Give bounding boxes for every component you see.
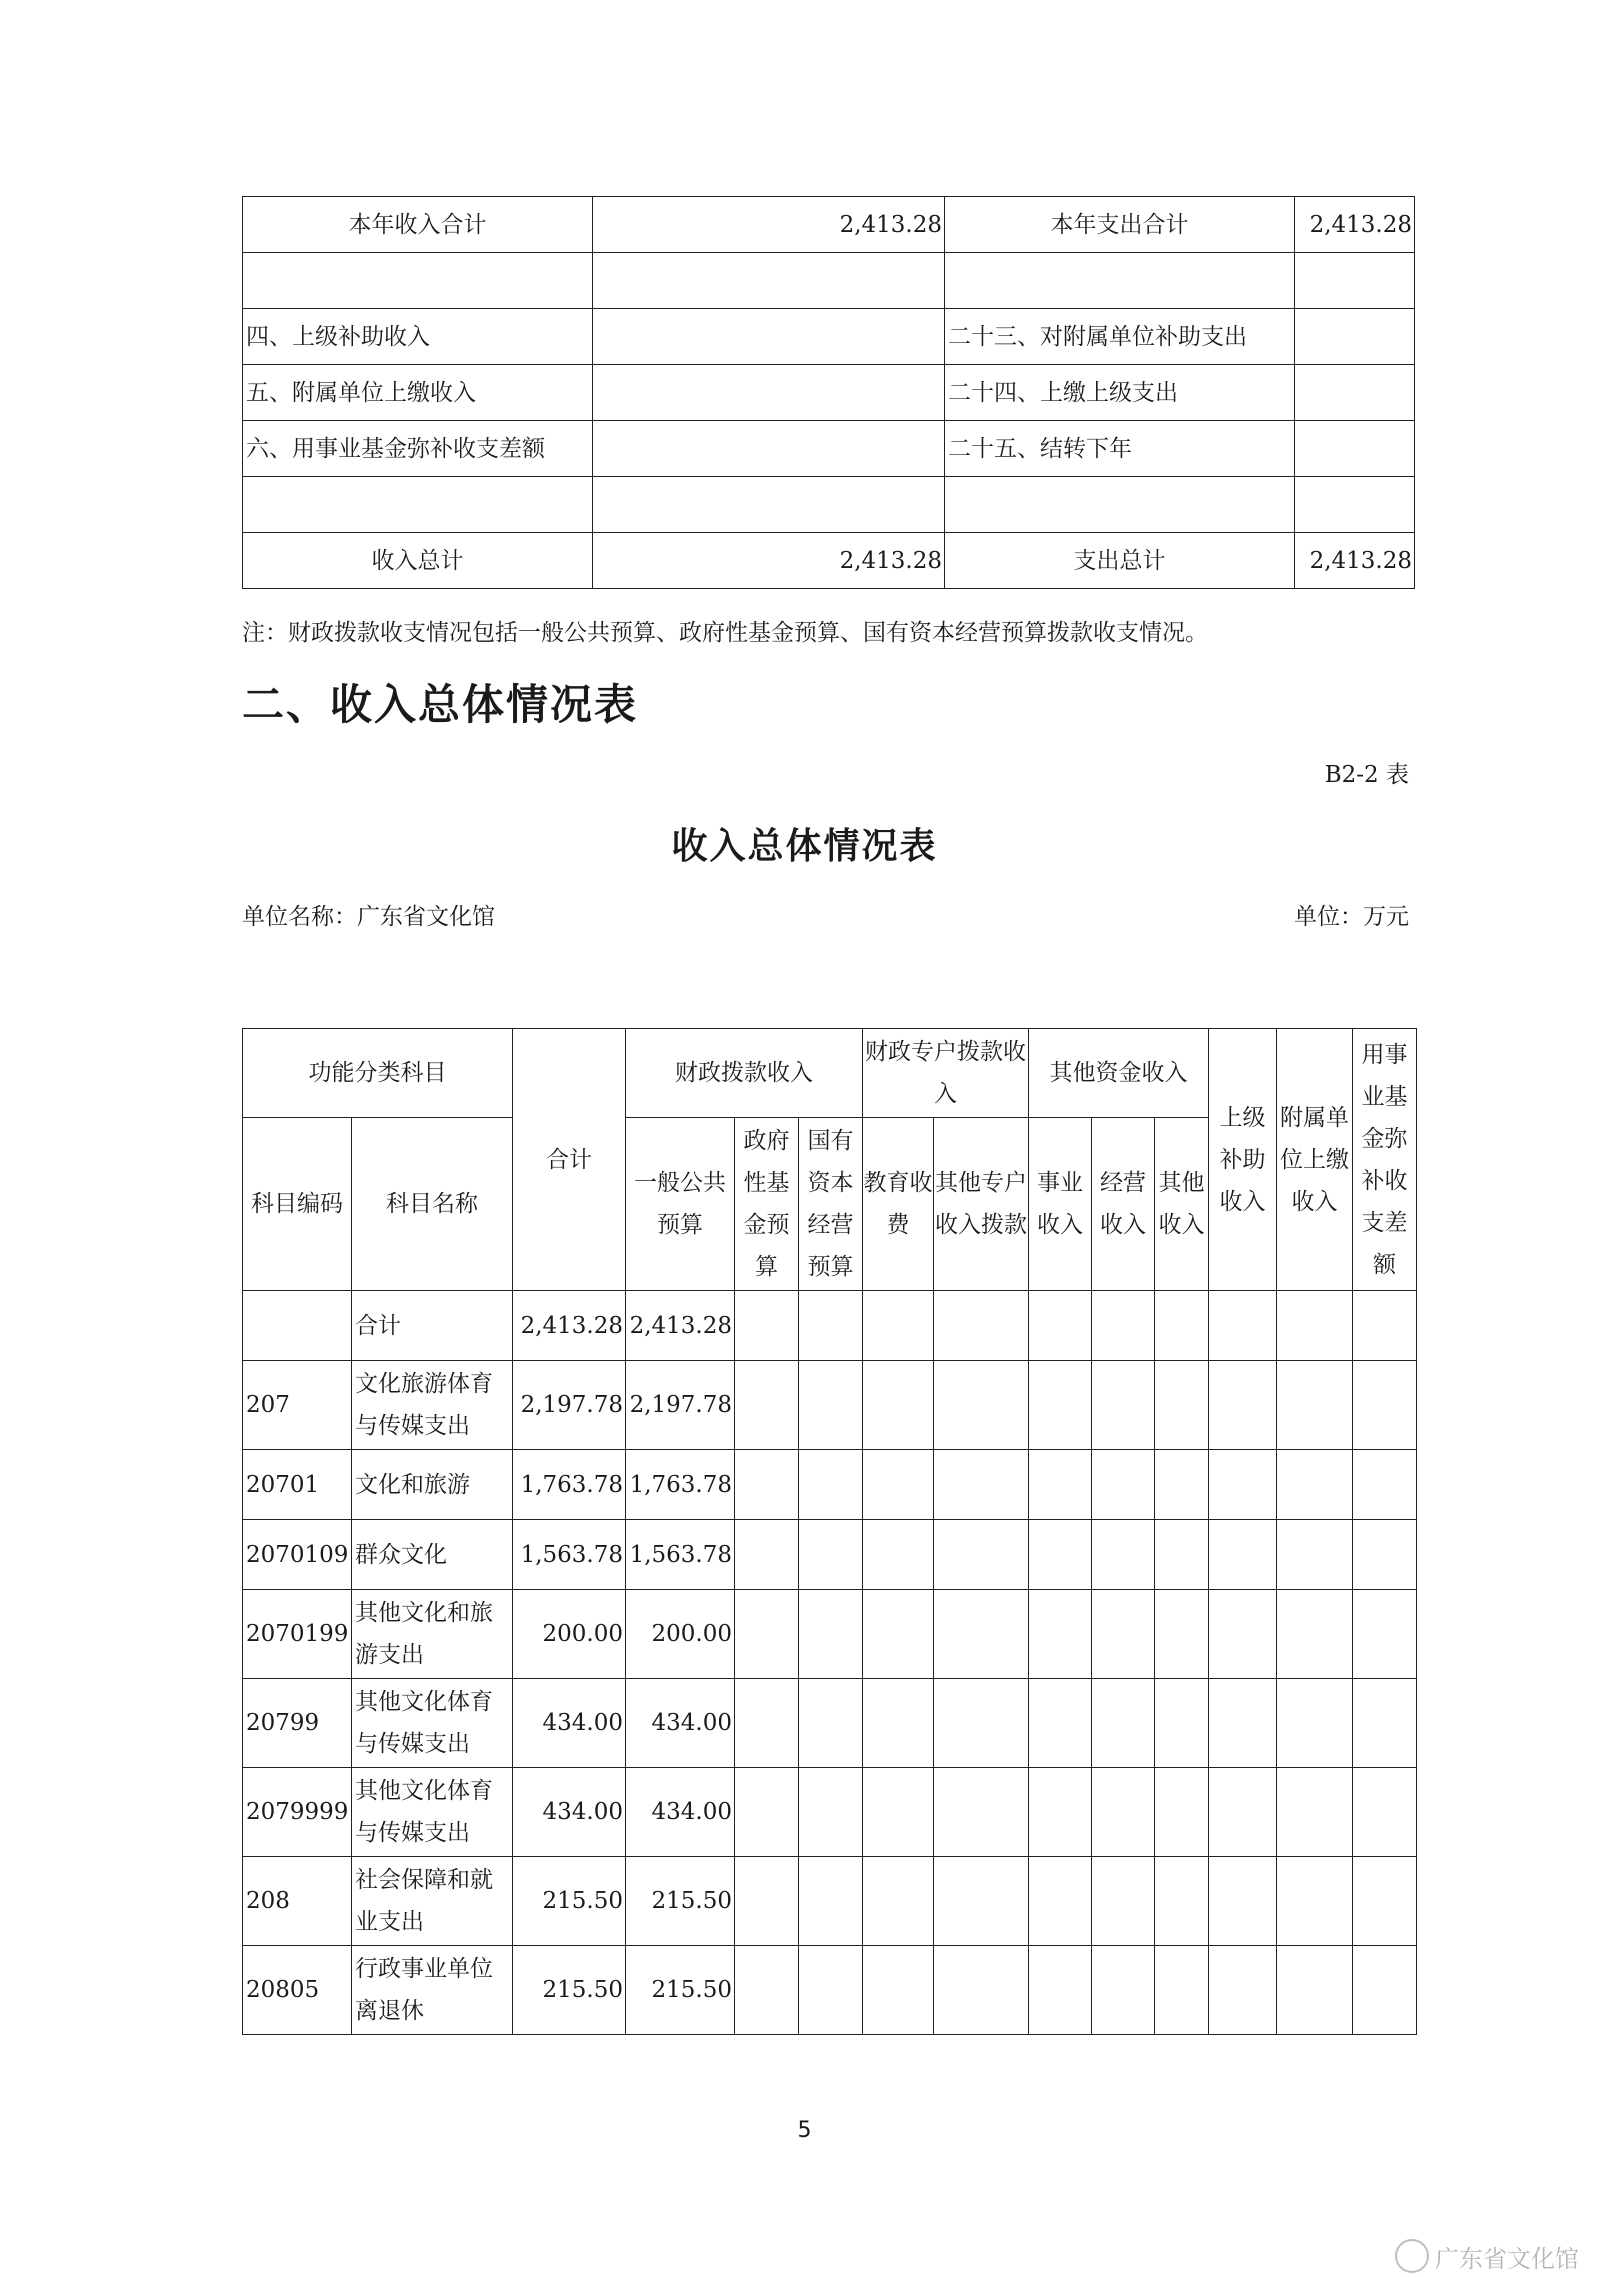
summary-right-label: 本年支出合计 (945, 197, 1295, 253)
table-row (243, 1946, 1417, 2035)
section-title: 二、收入总体情况表 (242, 680, 639, 729)
cell-empty (735, 1291, 799, 1361)
cell-empty (1155, 1679, 1209, 1768)
summary-right-label: 二十四、上缴上级支出 (945, 365, 1295, 421)
cell-empty (1277, 1768, 1353, 1857)
summary-left-label (243, 477, 593, 533)
header-other: 其他收入 (1155, 1118, 1209, 1291)
cell-empty (863, 1679, 934, 1768)
cell-general-budget: 1,763.78 (626, 1450, 735, 1520)
cell-empty (863, 1450, 934, 1520)
cell-code: 20701 (243, 1450, 352, 1520)
cell-code: 2079999 (243, 1768, 352, 1857)
summary-left-label: 四、上级补助收入 (243, 309, 593, 365)
cell-empty (735, 1857, 799, 1946)
cell-empty (1209, 1520, 1277, 1590)
summary-right-value: 2,413.28 (1295, 197, 1415, 253)
cell-empty (1353, 1520, 1417, 1590)
header-gov-fund: 政府性基金预算 (735, 1118, 799, 1291)
summary-right-label: 支出总计 (945, 533, 1295, 589)
cell-empty (1353, 1857, 1417, 1946)
cell-name: 其他文化和旅游支出 (352, 1590, 513, 1679)
cell-total: 1,563.78 (513, 1520, 626, 1590)
table-row (243, 1361, 1417, 1450)
cell-general-budget: 2,413.28 (626, 1291, 735, 1361)
cell-empty (1277, 1946, 1353, 2035)
cell-total: 215.50 (513, 1946, 626, 2035)
cell-empty (1277, 1679, 1353, 1768)
header-fund-cover: 用事业基金弥补收支差额 (1353, 1029, 1417, 1291)
table-note: 注：财政拨款收支情况包括一般公共预算、政府性基金预算、国有资本经营预算拨款收支情况。 (242, 620, 1208, 646)
summary-left-label (243, 253, 593, 309)
cell-empty (1209, 1768, 1277, 1857)
summary-row (243, 309, 1415, 365)
cell-empty (799, 1679, 863, 1768)
cell-empty (934, 1857, 1029, 1946)
cell-empty (1353, 1946, 1417, 2035)
header-business: 事业收入 (1029, 1118, 1092, 1291)
header-operating: 经营收入 (1092, 1118, 1155, 1291)
cell-empty (1353, 1450, 1417, 1520)
cell-empty (1092, 1679, 1155, 1768)
cell-code: 2070199 (243, 1590, 352, 1679)
summary-right-label: 二十五、结转下年 (945, 421, 1295, 477)
cell-empty (1209, 1590, 1277, 1679)
cell-empty (934, 1679, 1029, 1768)
header-edu-fee: 教育收费 (863, 1118, 934, 1291)
cell-empty (1155, 1291, 1209, 1361)
cell-empty (1277, 1857, 1353, 1946)
header-func-class: 功能分类科目 (243, 1029, 513, 1118)
table-row (243, 1291, 1417, 1361)
cell-empty (1209, 1946, 1277, 2035)
table-row (243, 1679, 1417, 1768)
cell-empty (1277, 1450, 1353, 1520)
income-overview-table (242, 1028, 1417, 2035)
cell-empty (863, 1520, 934, 1590)
cell-empty (934, 1520, 1029, 1590)
cell-empty (735, 1679, 799, 1768)
unit-name: 单位名称：广东省文化馆 (242, 904, 495, 930)
cell-general-budget: 200.00 (626, 1590, 735, 1679)
cell-empty (1277, 1520, 1353, 1590)
cell-empty (1155, 1450, 1209, 1520)
cell-general-budget: 215.50 (626, 1857, 735, 1946)
cell-empty (1029, 1679, 1092, 1768)
cell-empty (863, 1291, 934, 1361)
cell-code (243, 1291, 352, 1361)
cell-empty (1209, 1361, 1277, 1450)
cell-total: 1,763.78 (513, 1450, 626, 1520)
summary-left-value (593, 253, 945, 309)
cell-name: 行政事业单位离退休 (352, 1946, 513, 2035)
header-total: 合计 (513, 1029, 626, 1291)
summary-right-value: 2,413.28 (1295, 533, 1415, 589)
summary-left-label: 收入总计 (243, 533, 593, 589)
page-number: 5 (797, 2118, 812, 2143)
summary-left-value (593, 421, 945, 477)
cell-empty (1353, 1679, 1417, 1768)
cell-empty (1155, 1946, 1209, 2035)
cell-empty (863, 1946, 934, 2035)
summary-right-label (945, 253, 1295, 309)
cell-empty (799, 1361, 863, 1450)
cell-general-budget: 1,563.78 (626, 1520, 735, 1590)
cell-empty (1155, 1768, 1209, 1857)
summary-left-value: 2,413.28 (593, 197, 945, 253)
summary-row (243, 197, 1415, 253)
cell-empty (735, 1520, 799, 1590)
cell-general-budget: 215.50 (626, 1946, 735, 2035)
cell-empty (1277, 1361, 1353, 1450)
logo-text: 广东省文化馆 (1435, 2244, 1579, 2273)
cell-empty (1092, 1520, 1155, 1590)
summary-right-value (1295, 365, 1415, 421)
cell-empty (735, 1946, 799, 2035)
cell-total: 2,197.78 (513, 1361, 626, 1450)
cell-empty (1209, 1291, 1277, 1361)
cell-empty (1209, 1450, 1277, 1520)
summary-row (243, 421, 1415, 477)
cell-empty (1092, 1857, 1155, 1946)
logo-icon (1395, 2239, 1429, 2273)
table-row (243, 1590, 1417, 1679)
cell-empty (1155, 1857, 1209, 1946)
cell-empty (1353, 1590, 1417, 1679)
header-superior: 上级补助收入 (1209, 1029, 1277, 1291)
cell-general-budget: 434.00 (626, 1679, 735, 1768)
cell-empty (799, 1768, 863, 1857)
header-general-budget: 一般公共预算 (626, 1118, 735, 1291)
cell-total: 2,413.28 (513, 1291, 626, 1361)
header-other-funds: 其他资金收入 (1029, 1029, 1209, 1118)
cell-empty (735, 1590, 799, 1679)
cell-code: 2070109 (243, 1520, 352, 1590)
cell-name: 群众文化 (352, 1520, 513, 1590)
cell-empty (934, 1946, 1029, 2035)
cell-empty (863, 1590, 934, 1679)
cell-total: 215.50 (513, 1857, 626, 1946)
cell-name: 社会保障和就业支出 (352, 1857, 513, 1946)
cell-empty (799, 1520, 863, 1590)
cell-empty (863, 1857, 934, 1946)
cell-empty (1277, 1590, 1353, 1679)
cell-empty (1029, 1450, 1092, 1520)
cell-empty (1092, 1291, 1155, 1361)
table-row (243, 1450, 1417, 1520)
summary-left-value (593, 477, 945, 533)
header-other-special: 其他专户收入拨款 (934, 1118, 1029, 1291)
summary-left-value (593, 365, 945, 421)
summary-row (243, 253, 1415, 309)
cell-empty (735, 1361, 799, 1450)
table-row (243, 1768, 1417, 1857)
cell-empty (934, 1590, 1029, 1679)
summary-left-label: 六、用事业基金弥补收支差额 (243, 421, 593, 477)
summary-right-label (945, 477, 1295, 533)
cell-empty (934, 1361, 1029, 1450)
cell-empty (934, 1291, 1029, 1361)
cell-empty (1029, 1946, 1092, 2035)
cell-empty (799, 1946, 863, 2035)
header-state-capital: 国有资本经营预算 (799, 1118, 863, 1291)
summary-row (243, 477, 1415, 533)
cell-empty (1029, 1361, 1092, 1450)
cell-empty (1155, 1520, 1209, 1590)
table-row (243, 1520, 1417, 1590)
cell-empty (1353, 1768, 1417, 1857)
cell-total: 434.00 (513, 1768, 626, 1857)
cell-empty (1092, 1361, 1155, 1450)
cell-empty (1029, 1590, 1092, 1679)
cell-empty (799, 1291, 863, 1361)
cell-empty (1353, 1291, 1417, 1361)
cell-empty (1353, 1361, 1417, 1450)
table-row (243, 1857, 1417, 1946)
summary-left-label: 五、附属单位上缴收入 (243, 365, 593, 421)
cell-name: 其他文化体育与传媒支出 (352, 1679, 513, 1768)
cell-empty (863, 1361, 934, 1450)
table-code: B2-2 表 (1324, 762, 1409, 788)
cell-empty (799, 1857, 863, 1946)
summary-right-label: 二十三、对附属单位补助支出 (945, 309, 1295, 365)
cell-empty (1029, 1520, 1092, 1590)
cell-empty (799, 1450, 863, 1520)
cell-code: 20805 (243, 1946, 352, 2035)
cell-code: 20799 (243, 1679, 352, 1768)
cell-empty (735, 1768, 799, 1857)
cell-general-budget: 2,197.78 (626, 1361, 735, 1450)
cell-empty (1092, 1768, 1155, 1857)
header-name: 科目名称 (352, 1118, 513, 1291)
cell-general-budget: 434.00 (626, 1768, 735, 1857)
summary-left-label: 本年收入合计 (243, 197, 593, 253)
cell-total: 200.00 (513, 1590, 626, 1679)
summary-right-value (1295, 477, 1415, 533)
summary-right-value (1295, 309, 1415, 365)
cell-empty (1029, 1857, 1092, 1946)
cell-total: 434.00 (513, 1679, 626, 1768)
cell-empty (1155, 1590, 1209, 1679)
cell-empty (863, 1768, 934, 1857)
cell-name: 其他文化体育与传媒支出 (352, 1768, 513, 1857)
cell-code: 208 (243, 1857, 352, 1946)
cell-empty (799, 1590, 863, 1679)
cell-empty (1209, 1679, 1277, 1768)
cell-empty (1209, 1857, 1277, 1946)
cell-empty (1029, 1291, 1092, 1361)
cell-name: 文化和旅游 (352, 1450, 513, 1520)
summary-left-value: 2,413.28 (593, 533, 945, 589)
summary-left-value (593, 309, 945, 365)
cell-name: 合计 (352, 1291, 513, 1361)
header-code: 科目编码 (243, 1118, 352, 1291)
cell-empty (1092, 1590, 1155, 1679)
cell-empty (1092, 1946, 1155, 2035)
summary-row (243, 533, 1415, 589)
watermark-logo (1395, 2240, 1579, 2272)
header-affiliated: 附属单位上缴收入 (1277, 1029, 1353, 1291)
header-fiscal-special: 财政专户拨款收入 (863, 1029, 1029, 1118)
table-title: 收入总体情况表 (671, 826, 938, 867)
cell-name: 文化旅游体育与传媒支出 (352, 1361, 513, 1450)
currency-unit: 单位：万元 (1294, 904, 1409, 930)
summary-right-value (1295, 253, 1415, 309)
fiscal-summary-table (242, 196, 1415, 589)
cell-empty (735, 1450, 799, 1520)
cell-empty (1277, 1291, 1353, 1361)
cell-empty (1092, 1450, 1155, 1520)
summary-row (243, 365, 1415, 421)
cell-empty (1155, 1361, 1209, 1450)
header-fiscal: 财政拨款收入 (626, 1029, 863, 1118)
cell-empty (934, 1450, 1029, 1520)
cell-empty (1029, 1768, 1092, 1857)
cell-code: 207 (243, 1361, 352, 1450)
summary-right-value (1295, 421, 1415, 477)
cell-empty (934, 1768, 1029, 1857)
